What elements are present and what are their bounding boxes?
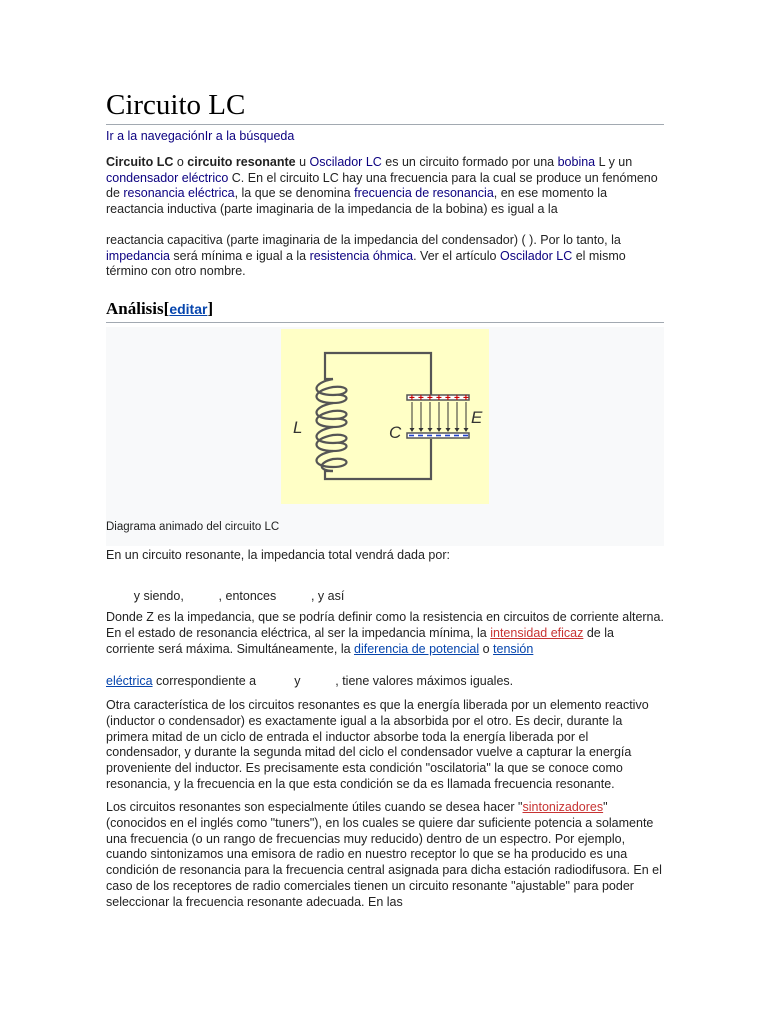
link-electrica[interactable]: eléctrica — [106, 674, 153, 689]
label-e: E — [471, 407, 483, 427]
text: , en ese momento la reactancia inductiva (parte imaginaria de la impedancia de la bobina) es igual a la — [106, 186, 608, 217]
svg-text:+: + — [463, 392, 469, 404]
link-diferencia-potencial[interactable]: diferencia de potencial — [354, 641, 480, 656]
section-title: Análisis — [106, 298, 164, 318]
link-oscilador-lc-2[interactable]: Oscilador LC — [499, 248, 573, 263]
text: , la que se denomina — [234, 186, 355, 201]
text: C. En el circuito LC hay una frecuencia para la cual se produce un fenómeno de — [106, 170, 658, 201]
text: será mínima e igual a la — [169, 248, 310, 263]
svg-text:+: + — [418, 392, 424, 404]
link-tension[interactable]: tensión — [493, 641, 534, 656]
bracket-open: [ — [163, 298, 170, 318]
intro-paragraph-2 — [106, 233, 664, 280]
figure-caption: Diagrama animado del circuito LC — [106, 520, 280, 533]
link-frecuencia-resonancia[interactable]: frecuencia de resonancia — [354, 186, 494, 201]
text: de la corriente será máxima. Simultáneamente, la — [106, 626, 614, 656]
link-resistencia-ohmica[interactable]: resistencia óhmica — [309, 248, 414, 263]
link-condensador[interactable]: condensador eléctrico — [106, 170, 229, 185]
svg-text:+: + — [445, 392, 451, 404]
lc-circuit-svg — [281, 329, 489, 504]
label-l: L — [293, 417, 303, 437]
link-impedancia[interactable]: impedancia — [106, 248, 170, 263]
text: o — [173, 155, 188, 169]
svg-text:+: + — [454, 392, 460, 404]
arrow-heads — [410, 428, 469, 432]
paragraph-max-values — [106, 674, 664, 690]
paragraph-impedance: En un circuito resonante, la impedancia total vendrá dada por: — [106, 547, 450, 562]
page-title: Circuito LC — [106, 88, 664, 125]
electric-field-arrows — [412, 402, 466, 430]
link-sintonizadores[interactable]: sintonizadores — [522, 800, 604, 815]
lc-circuit-diagram — [281, 329, 489, 504]
bracket-close: ] — [207, 298, 214, 318]
jump-links — [106, 129, 664, 143]
text: Los circuitos resonantes son especialmente útiles cuando se desea hacer " — [106, 800, 523, 815]
paragraph-tuners — [106, 800, 664, 910]
text: Donde Z es la impedancia, que se podría definir como la resistencia en circuitos de corriente alterna. En el estado de resonancia eléctrica, al ser la impedancia mínima, la — [106, 610, 664, 641]
text: es un circuito formado por una — [381, 155, 558, 169]
jump-to-search-link[interactable]: Ir a la búsqueda — [204, 129, 295, 143]
link-resonancia-electrica[interactable]: resonancia eléctrica — [123, 186, 235, 201]
svg-text:+: + — [427, 392, 433, 404]
jump-to-navigation-link[interactable]: Ir a la navegación — [106, 129, 205, 143]
paragraph-resonance-state — [106, 610, 664, 657]
link-intensidad-eficaz[interactable]: intensidad eficaz — [490, 626, 584, 641]
svg-text:+: + — [436, 392, 442, 404]
paragraph-energy: Otra característica de los circuitos resonantes es que la energía liberada por un elemento reactivo (inductor o condensador) es exactamente igual a la absorbida por el otro. Es decir, durante la primera mitad de un ciclo de entrada el inductor absorbe toda la energía liberada por el condensador, y durante la segunda mitad del ciclo el condensador vuelve a capturar la energía proveniente del inductor. Es precisamente esta condición "oscilatoria" la que se conoce como resonancia, y la frecuencia en la que esta condición se da es llamada frecuencia resonante. — [106, 698, 649, 791]
wire-top — [325, 353, 431, 395]
svg-text:+: + — [409, 392, 415, 404]
section-heading-analisis — [106, 298, 664, 323]
intro-paragraph — [106, 155, 664, 218]
text: o — [479, 641, 494, 656]
text: . Ver el artículo — [413, 248, 500, 263]
label-c: C — [389, 422, 402, 442]
edit-section-link[interactable]: editar — [169, 300, 208, 317]
link-bobina[interactable]: bobina — [557, 155, 596, 169]
text: " (conocidos en el inglés como "tuners"), en los cuales se quiere dar suficiente potencia a solamente una frecuencia (o un rango de frecuencias muy reducido) dentro de un espectro. Por ejemplo, cuando sintonizamos una emisora de radio en nuestro receptor lo que se ha producido es una condición de resonancia para la frecuencia central asignada para dicha estación radiodifusora. En el caso de los receptores de radio comerciales tienen un circuito resonante "ajustable" para poder seleccionar la frecuencia resonante adecuada. En las — [106, 800, 662, 909]
article — [106, 88, 664, 910]
paragraph-formula-text: y siendo, , entonces , y así — [106, 588, 345, 603]
text: reactancia capacitiva (parte imaginaria de la impedancia del condensador) ( ). Por lo tanto, la — [106, 232, 621, 247]
coil — [317, 379, 347, 471]
text: correspondiente a y , tiene valores máximos iguales. — [152, 674, 514, 689]
text: el mismo término con otro nombre. — [106, 248, 626, 279]
bold-term-lc: Circuito LC — [106, 155, 174, 169]
text: u — [295, 155, 310, 169]
figure — [106, 327, 664, 546]
bold-term-resonant: circuito resonante — [187, 155, 296, 169]
link-oscilador-lc[interactable]: Oscilador LC — [309, 155, 382, 169]
text: L y un — [595, 155, 633, 169]
